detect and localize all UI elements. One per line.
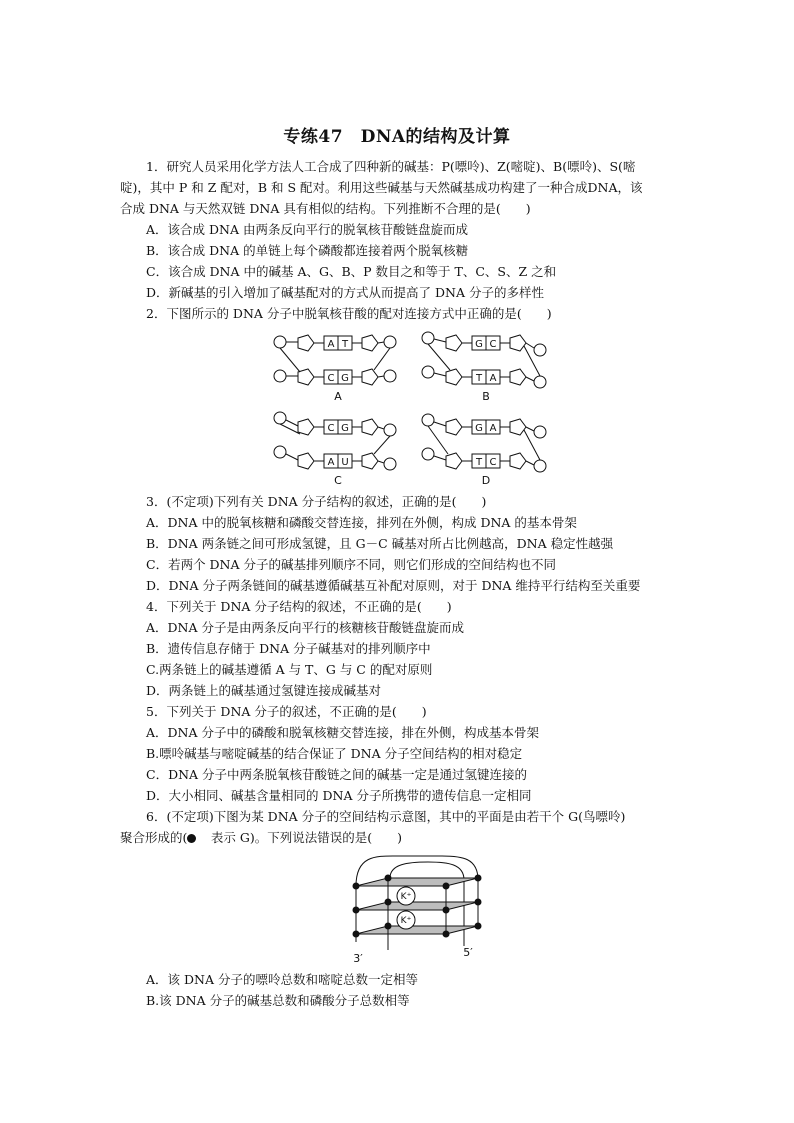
ion-label: K⁺ (400, 892, 412, 902)
base-label: T (341, 339, 349, 350)
figure-d (422, 414, 546, 472)
q4-option-b: B．遗传信息存储于 DNA 分子碱基对的排列顺序中 (146, 641, 431, 656)
guanine-dot (443, 907, 450, 914)
g-quartet-plane (356, 878, 478, 886)
figure-a-label: A (334, 390, 342, 403)
guanine-dot (353, 883, 360, 890)
base-label: T (475, 373, 483, 384)
base-label: C (489, 457, 497, 468)
figure-d-label: D (481, 474, 491, 487)
ion-label: K⁺ (400, 916, 412, 926)
figure-c (274, 412, 396, 470)
sugar (298, 335, 314, 351)
q1-option-b: B．该合成 DNA 的单链上每个磷酸都连接着两个脱氧核糖 (146, 243, 469, 258)
q2-stem: 2．下图所示的 DNA 分子中脱氧核苷酸的配对连接方式中正确的是( ) (146, 306, 552, 321)
q6-option-b: B.该 DNA 分子的碱基总数和磷酸分子总数相等 (146, 993, 410, 1008)
g-quartet-plane (356, 926, 478, 934)
q1-stem-line1: 1．研究人员采用化学方法人工合成了四种新的碱基：P(嘌呤)、Z(嘧啶)、B(嘌呤)、S(嘧 (146, 159, 636, 174)
phosphate (384, 336, 396, 348)
base-label: C (327, 373, 335, 384)
sugar (362, 369, 378, 385)
strand-loop (390, 862, 464, 880)
guanine-dot (353, 907, 360, 914)
base-label: C (327, 423, 335, 434)
figure-b-label: B (482, 390, 490, 403)
sugar (298, 369, 314, 385)
q3-stem: 3．(不定项)下列有关 DNA 分子结构的叙述，正确的是( ) (146, 494, 487, 509)
phosphate (384, 370, 396, 382)
q6-stem-line2 (120, 828, 402, 848)
figure-c-label: C (334, 474, 342, 487)
q6-stem-line2-post: 表示 G)。下列说法错误的是( ) (198, 830, 402, 845)
q1-option-a: A．该合成 DNA 由两条反向平行的脱氧核苷酸链盘旋而成 (146, 222, 468, 237)
q5-stem: 5．下列关于 DNA 分子的叙述，不正确的是( ) (146, 704, 427, 719)
base-label: A (489, 423, 497, 434)
q6-stem-line1: 6．(不定项)下图为某 DNA 分子的空间结构示意图，其中的平面是由若干个 G(鸟嘌呤) (146, 809, 626, 824)
q5-option-d: D．大小相同、碱基含量相同的 DNA 分子所携带的遗传信息一定相同 (146, 788, 532, 803)
q1-option-c: C．该合成 DNA 中的碱基 A、G、B、P 数目之和等于 T、C、S、Z 之和 (146, 264, 557, 279)
q3-option-c: C．若两个 DNA 分子的碱基排列顺序不同，则它们形成的空间结构也不同 (146, 557, 556, 572)
phosphate (274, 370, 286, 382)
q2-figure (260, 326, 560, 490)
guanine-dot (475, 875, 482, 882)
base-label: A (327, 339, 335, 350)
q4-stem: 4．下列关于 DNA 分子结构的叙述，不正确的是( ) (146, 599, 452, 614)
base-label: C (489, 339, 497, 350)
q6-option-a: A．该 DNA 分子的嘌呤总数和嘧啶总数一定相等 (146, 972, 418, 987)
figure-a (274, 335, 396, 385)
guanine-dot-icon (187, 834, 196, 843)
guanine-dot (385, 899, 392, 906)
end-5-label: 5′ (463, 946, 473, 959)
g-quartet-plane (356, 902, 478, 910)
base-label: A (489, 373, 497, 384)
figure-b (422, 332, 546, 388)
base-label: T (475, 457, 483, 468)
base-label: U (341, 457, 349, 468)
guanine-dot (475, 923, 482, 930)
q3-option-a: A．DNA 中的脱氧核糖和磷酸交替连接，排列在外侧，构成 DNA 的基本骨架 (146, 515, 577, 530)
q3-option-b: B．DNA 两条链之间可形成氢键，且 G－C 碱基对所占比例越高，DNA 稳定性越强 (146, 536, 614, 551)
q5-option-c: C．DNA 分子中两条脱氧核苷酸链之间的碱基一定是通过氢键连接的 (146, 767, 528, 782)
guanine-dot (443, 883, 450, 890)
q5-option-a: A．DNA 分子中的磷酸和脱氧核糖交替连接，排在外侧，构成基本骨架 (146, 725, 539, 740)
base-label: G (341, 373, 349, 384)
guanine-dot (385, 875, 392, 882)
sugar (362, 335, 378, 351)
base-label: G (475, 339, 483, 350)
guanine-dot (353, 931, 360, 938)
strand-loop (356, 856, 478, 924)
guanine-dot (475, 899, 482, 906)
phosphate (274, 336, 286, 348)
base-label: G (475, 423, 483, 434)
q5-option-b: B.嘌呤碱基与嘧啶碱基的结合保证了 DNA 分子空间结构的相对稳定 (146, 746, 523, 761)
guanine-dot (385, 923, 392, 930)
q4-option-d: D．两条链上的碱基通过氢键连接成碱基对 (146, 683, 382, 698)
end-3-label: 3′ (353, 952, 363, 965)
q6-figure (338, 850, 498, 968)
base-label: G (341, 423, 349, 434)
q1-stem-line2: 啶)，其中 P 和 Z 配对，B 和 S 配对。利用这些碱基与天然碱基成功构建了一种合成DNA，该 (120, 180, 643, 195)
q1-stem-line3: 合成 DNA 与天然双链 DNA 具有相似的结构。下列推断不合理的是( ) (120, 201, 531, 216)
q3-option-d: D．DNA 分子两条链间的碱基遵循碱基互补配对原则，对于 DNA 维持平行结构至关重要 (146, 578, 641, 593)
guanine-dot (443, 931, 450, 938)
q1-option-d: D．新碱基的引入增加了碱基配对的方式从而提高了 DNA 分子的多样性 (146, 285, 544, 300)
q6-stem-line2-pre: 聚合形成的( (120, 830, 188, 845)
page-title: 专练47 DNA的结构及计算 (283, 127, 511, 147)
q4-option-a: A．DNA 分子是由两条反向平行的核糖核苷酸链盘旋而成 (146, 620, 464, 635)
base-label: A (327, 457, 335, 468)
q4-option-c: C.两条链上的碱基遵循 A 与 T、G 与 C 的配对原则 (146, 662, 433, 677)
